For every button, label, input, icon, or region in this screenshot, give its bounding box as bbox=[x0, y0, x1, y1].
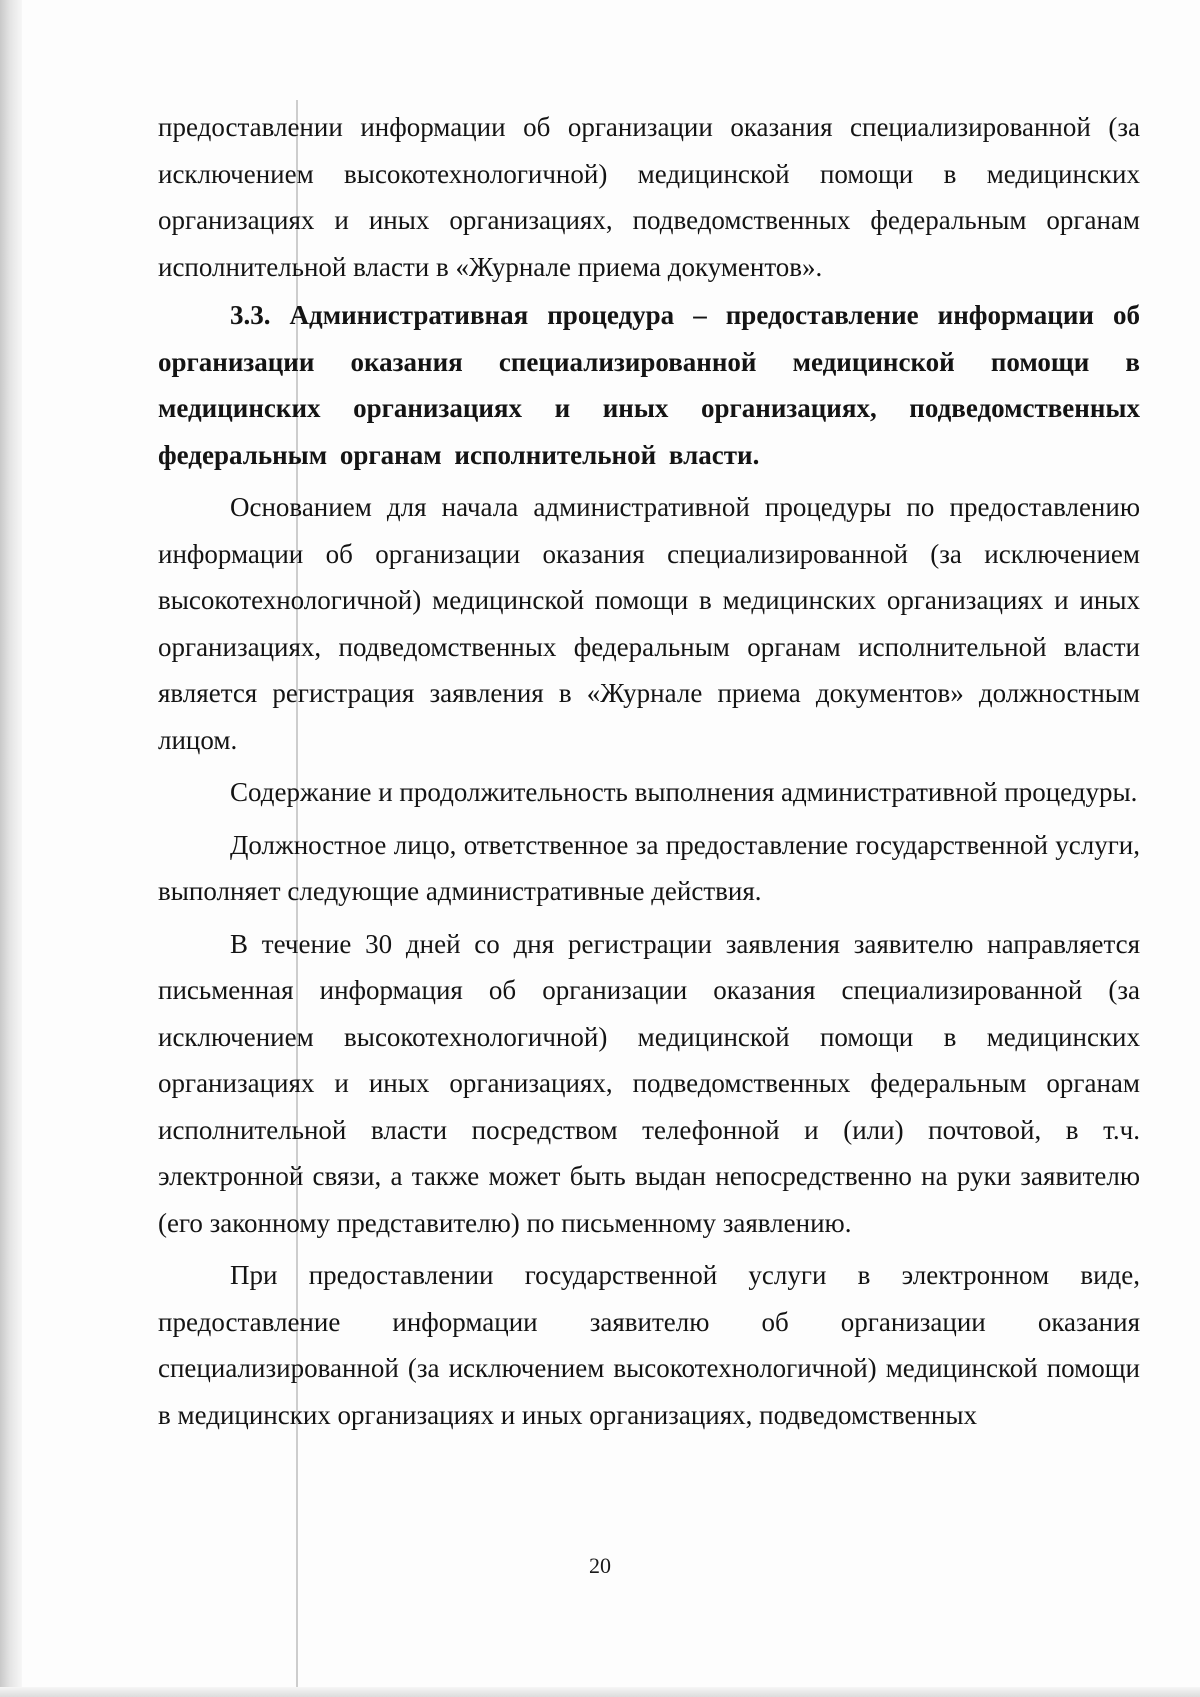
page-body bbox=[158, 104, 1140, 1438]
paragraph-content-duration: Содержание и продолжительность выполнения административной процедуры. bbox=[230, 777, 1138, 807]
paragraph-official-actions: Должностное лицо, ответственное за предоставление государственной услуги, выполняет следующие административные действия. bbox=[158, 829, 1140, 906]
paragraph-electronic-form: При предоставлении государственной услуги в электронном виде, предоставление информации заявителю об организации оказания специализированной (за исключением высокотехнологичной) медицинской помощи в медицинских организациях и иных организациях, подведомственных bbox=[158, 1260, 1140, 1430]
page-number: 20 bbox=[589, 1553, 611, 1578]
paragraph-30-days: В течение 30 дней со дня регистрации заявления заявителю направляется письменная информация об организации оказания специализированной (за исключением высокотехнологичной) медицинской помощи в медицинских организациях и иных организациях, подведомственных федеральным органам исполнительной власти посредством телефонной и (или) почтовой, в т.ч. электронной связи, а также может быть выдан непосредственно на руки заявителю (его законному представителю) по письменному заявлению. bbox=[158, 928, 1140, 1238]
paragraph-continuation: предоставлении информации об организации оказания специализированной (за исключением высокотехнологичной) медицинской помощи в медицинских организациях и иных организациях, подведомственных федеральным органам исполнительной власти в «Журнале приема документов». bbox=[158, 112, 1140, 282]
section-heading-3-3: 3.3. Административная процедура – предоставление информации об организации оказания специализированной медицинской помощи в медицинских организациях и иных организациях, подведомственных федеральным органам исполнительной власти. bbox=[158, 300, 1140, 470]
paragraph-basis: Основанием для начала административной процедуры по предоставлению информации об организации оказания специализированной (за исключением высокотехнологичной) медицинской помощи в медицинских организациях и иных организациях, подведомственных федеральным органам исполнительной власти является регистрация заявления в «Журнале приема документов» должностным лицом. bbox=[158, 492, 1140, 755]
scan-left-edge-shadow bbox=[0, 0, 22, 1697]
scan-bottom-edge-shadow bbox=[0, 1687, 1200, 1697]
